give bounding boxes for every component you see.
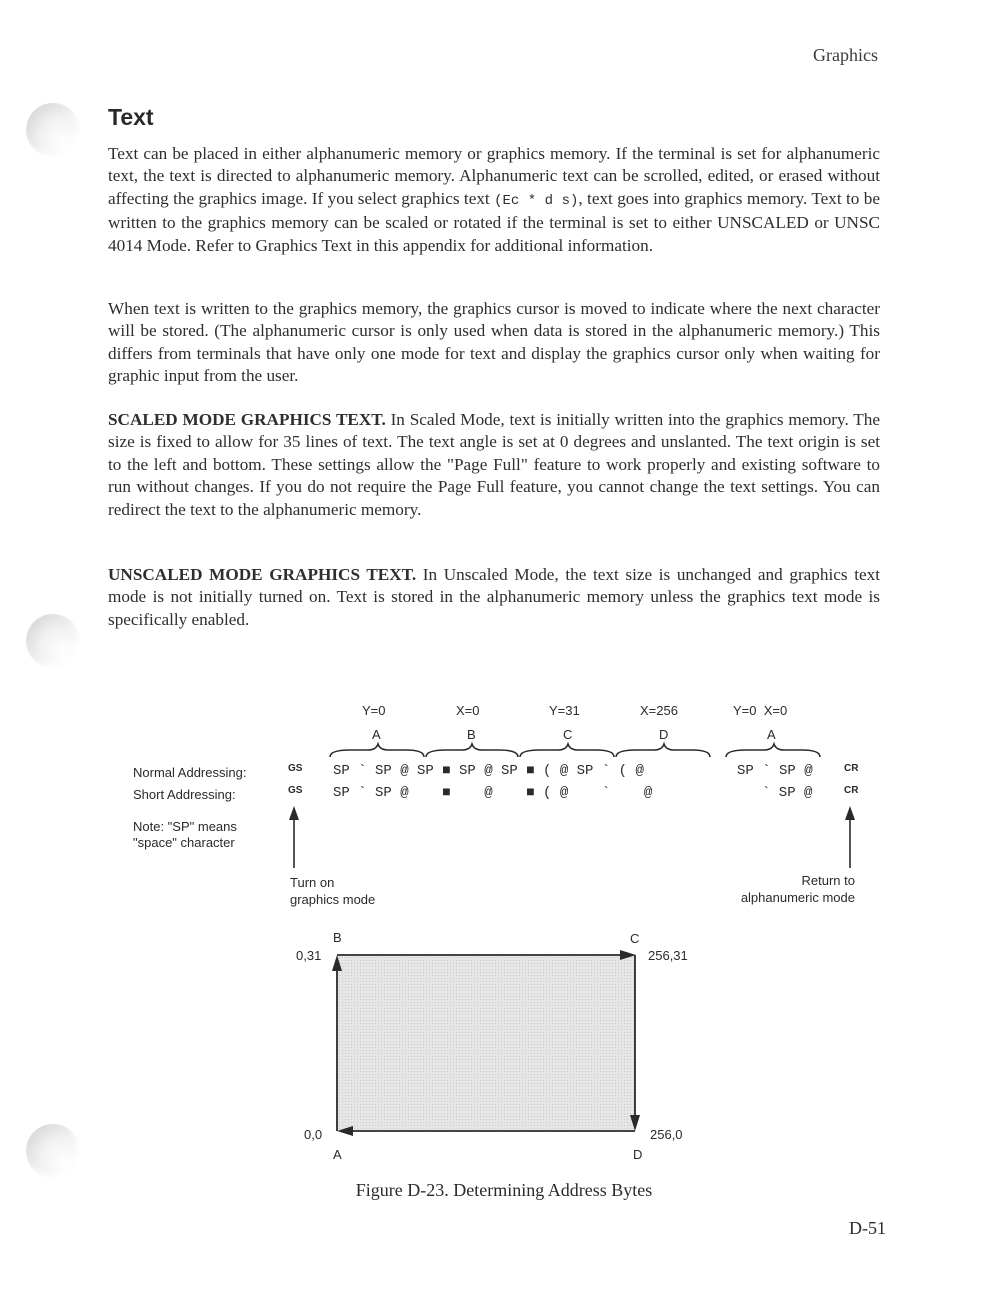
- section-title: Text: [108, 104, 154, 130]
- box-label-256-0: 256,0: [650, 1127, 683, 1142]
- graphics-area-box: [337, 956, 635, 1130]
- box-corner-a: A: [333, 1147, 342, 1162]
- short-addressing-sequence: SP ` SP @ ■ @ ■ ( @ ` @: [333, 785, 653, 801]
- scaled-mode-body: In Scaled Mode, text is initially written into the graphics memory. The size is fixed to allow for 35 lines of text. The text angle is set at 0 degrees and unslanted. The text origin is set to the left and bottom. These settings allow the "Page Full" feature to work properly and existing software to run without changes. If you do not require the Page Full feature, you cannot change the text settings. You can redirect the text to the alphanumeric memory.: [108, 410, 880, 519]
- scaled-mode-heading: SCALED MODE GRAPHICS TEXT.: [108, 410, 386, 429]
- box-label-256-31: 256,31: [648, 948, 688, 963]
- paragraph-1-part-b: , text goes into graphics memory. Text to be written to the graphics memory can be scaled or rotated if the terminal is set to either UNSCALED or UNSC 4014 Mode. Refer to Graphics Text in this appendix for additional information.: [108, 188, 881, 255]
- cr-code-short: CR: [844, 785, 859, 796]
- unscaled-mode-heading: UNSCALED MODE GRAPHICS TEXT.: [108, 565, 417, 584]
- return-arrow-head: [845, 806, 855, 820]
- running-head: Graphics: [813, 45, 878, 65]
- normal-addressing-sequence-end: SP ` SP @: [737, 763, 813, 779]
- brace-c: [520, 744, 614, 757]
- point-label-b: B: [467, 727, 476, 742]
- box-corner-b: B: [333, 930, 342, 945]
- brace-b: [426, 744, 518, 757]
- box-label-0-0: 0,0: [304, 1127, 323, 1142]
- return-to-alpha-label: Return to alphanumeric mode: [740, 873, 855, 905]
- brace-a-return: [726, 744, 820, 757]
- coord-label-x256: X=256: [640, 703, 678, 718]
- coord-label-y0-x0: Y=0 X=0: [733, 703, 788, 718]
- box-corner-c: C: [630, 931, 640, 946]
- gs-code-short: GS: [288, 785, 303, 796]
- box-corner-d: D: [633, 1147, 643, 1162]
- paragraph-1-part-a: Text can be placed in either alphanumeric memory or graphics memory. If the terminal is set for alphanumeric text, the text is directed to alphanumeric memory. Alphanumeric text can be scrolled, edited, or erased without affecting the graphics image. If you select graphics text: [108, 144, 880, 208]
- short-addressing-sequence-end: ` SP @: [762, 785, 813, 801]
- turn-on-graphics-label: Turn on graphics mode: [290, 875, 376, 907]
- point-label-d: D: [659, 727, 669, 742]
- normal-addressing-label: Normal Addressing:: [133, 765, 247, 780]
- coord-label-y0: Y=0: [362, 703, 386, 718]
- turn-on-arrow-head: [289, 806, 299, 820]
- unscaled-mode-body: In Unscaled Mode, the text size is unchanged and graphics text mode is not initially turned on. Text is stored in the alphanumeric memory unless the graphics text mode is specifically enabled.: [108, 565, 880, 629]
- brace-a: [330, 744, 424, 757]
- point-label-a: A: [372, 727, 381, 742]
- short-addressing-label: Short Addressing:: [133, 787, 236, 802]
- point-label-c: C: [563, 727, 573, 742]
- box-label-0-31: 0,31: [296, 948, 322, 963]
- gs-code-normal: GS: [288, 763, 303, 774]
- normal-addressing-sequence: SP ` SP @ SP ■ SP @ SP ■ ( @ SP ` ( @: [333, 763, 644, 779]
- paragraph-graphics-cursor: When text is written to the graphics memory, the graphics cursor is moved to indicate where the next character will be stored. (The alphanumeric cursor is only used when data is stored in the alphanumeric memory.) This differs from terminals that have only one mode for text and display the graphics cursor only when waiting for graphic input from the user.: [108, 299, 880, 386]
- page-number: D-51: [849, 1218, 886, 1238]
- coord-label-y31: Y=31: [549, 703, 580, 718]
- point-label-a-return: A: [767, 727, 776, 742]
- figure-caption: Figure D-23. Determining Address Bytes: [355, 1180, 653, 1200]
- coord-label-x0: X=0: [456, 703, 480, 718]
- brace-group: [330, 744, 820, 757]
- cr-code-normal: CR: [844, 763, 859, 774]
- escape-sequence-code: (Ec * d s): [494, 192, 579, 209]
- brace-d: [616, 744, 710, 757]
- sp-note: Note: "SP" means "space" character: [133, 819, 237, 850]
